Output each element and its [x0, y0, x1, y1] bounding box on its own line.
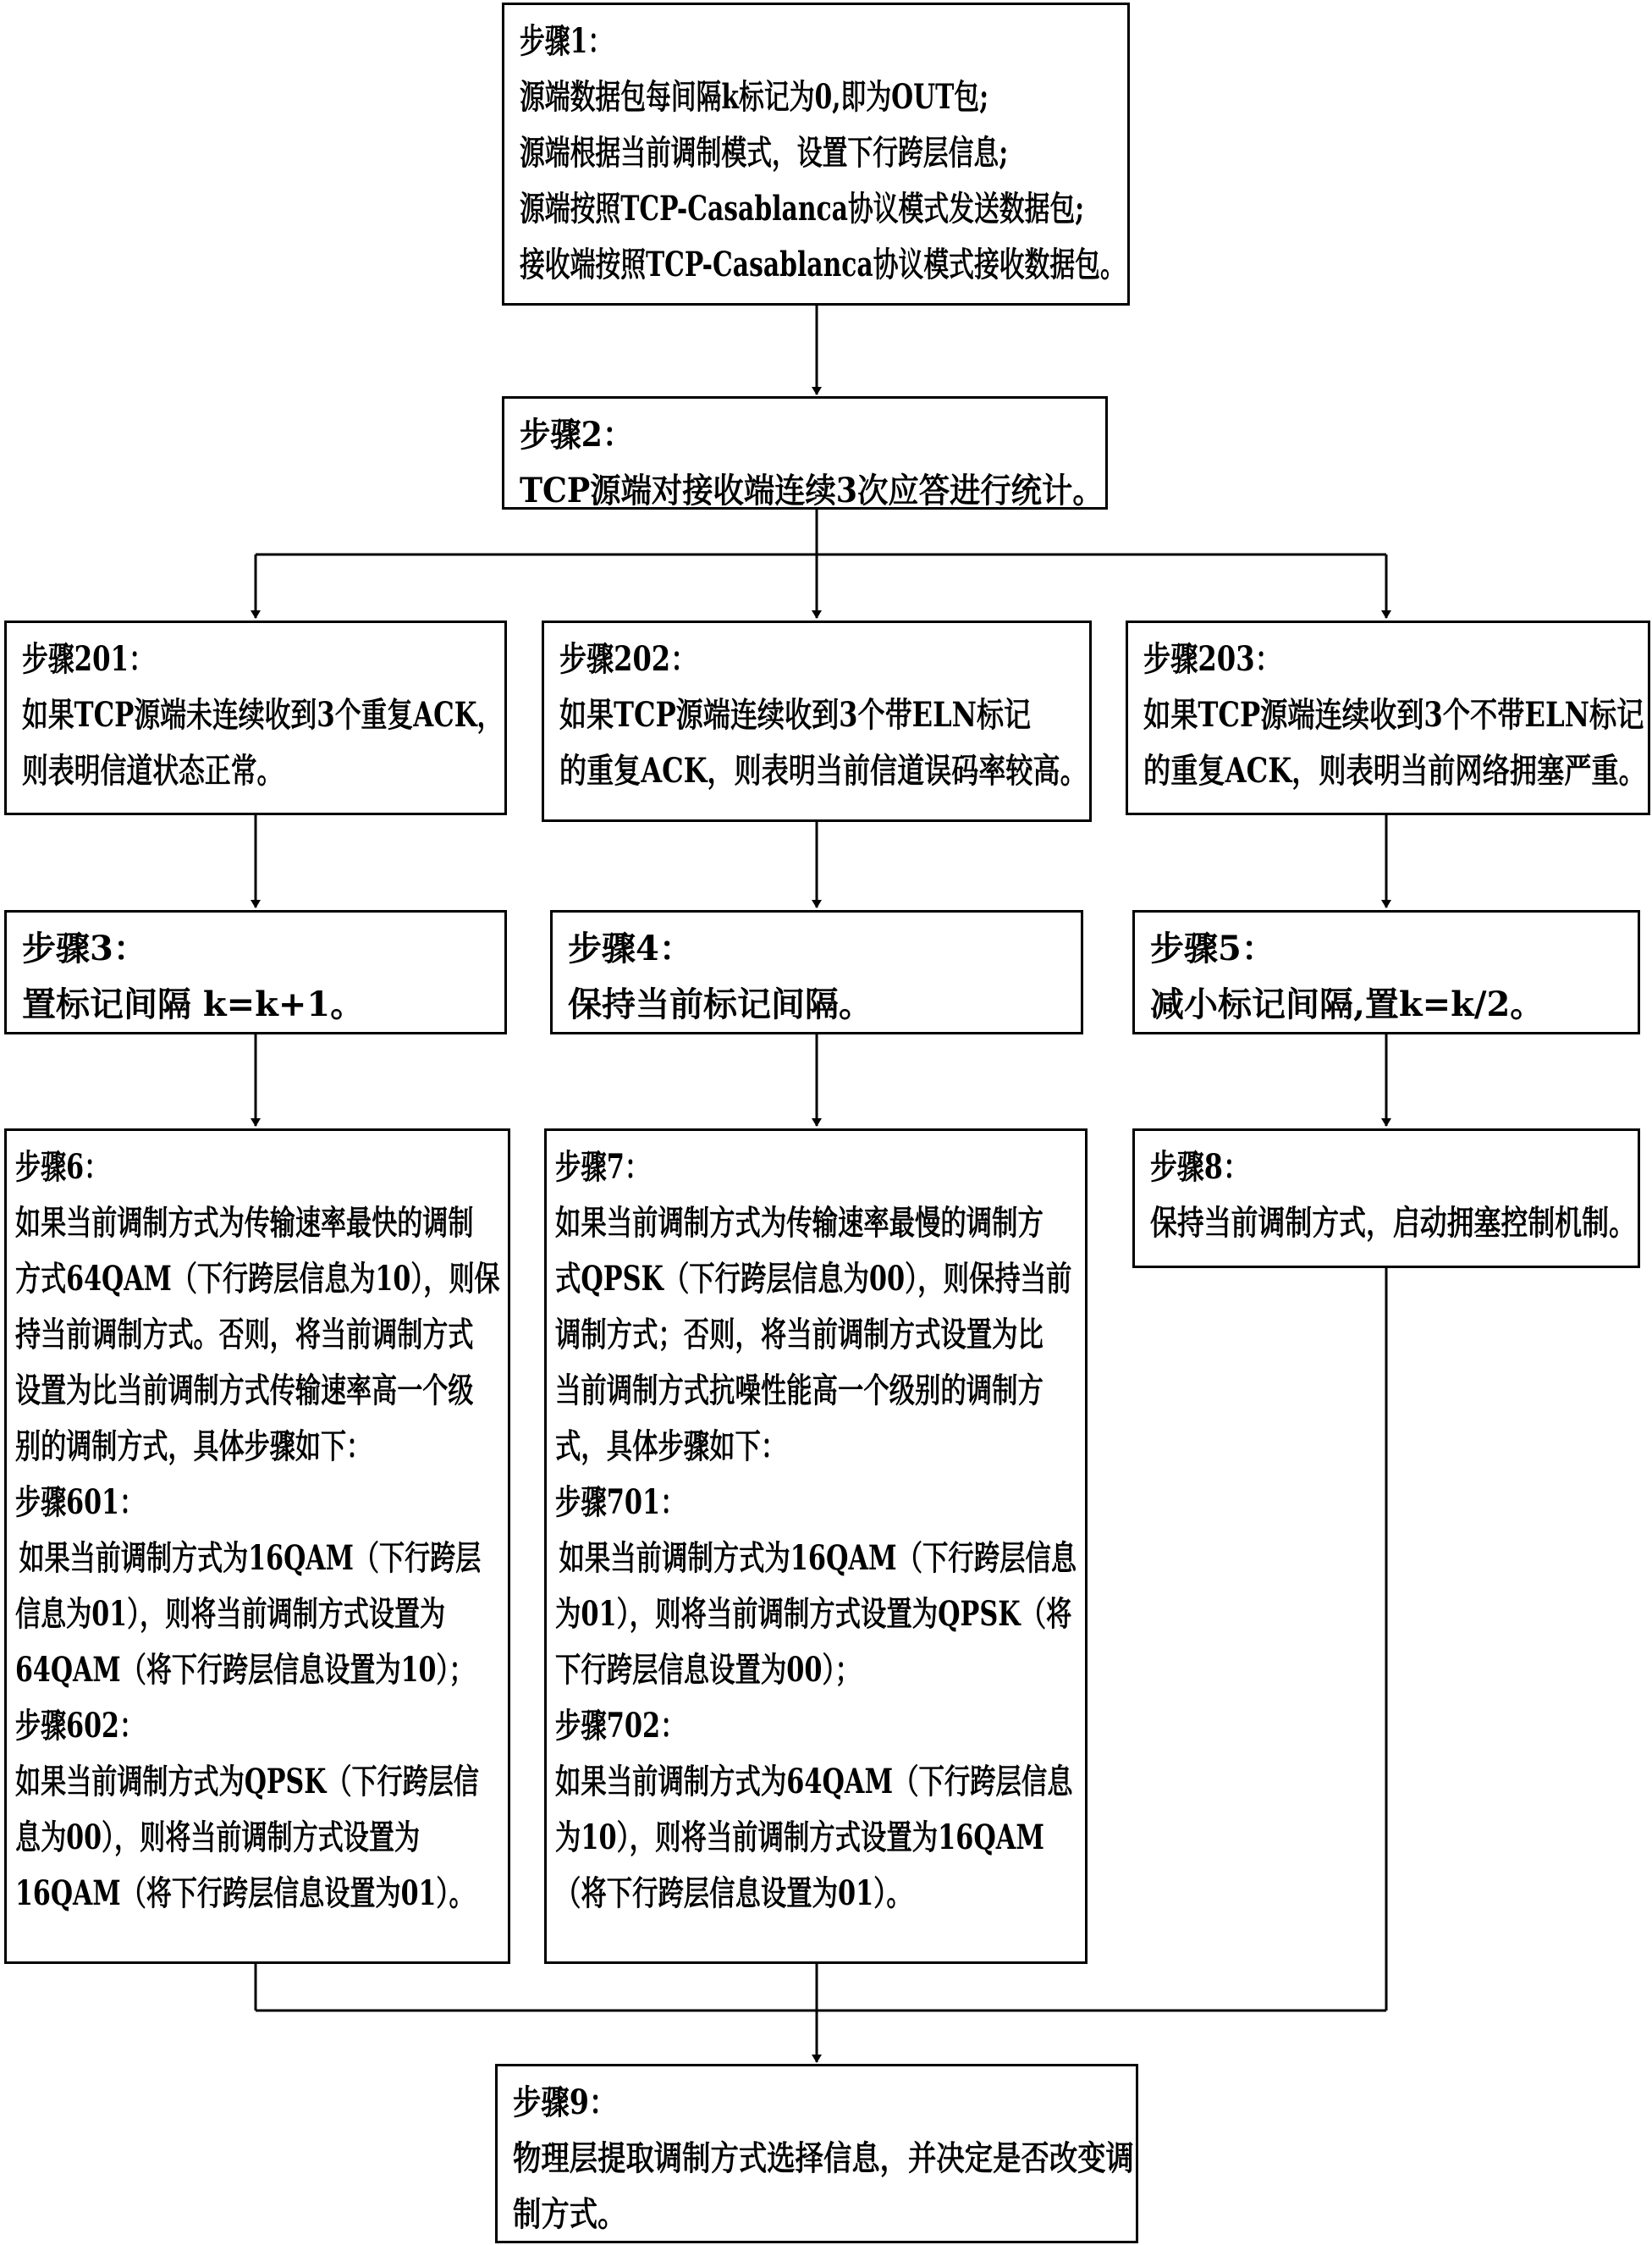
step-9-line: 制方式。 [513, 2194, 626, 2234]
step-6-title: 步骤6： [15, 1147, 110, 1187]
step-6-line: 如果当前调制方式为传输速率最快的调制 [15, 1203, 474, 1243]
step-6-line: 方式64QAM（下行跨层信息为10），则保 [15, 1259, 500, 1299]
step-701-title: 步骤701： [555, 1482, 686, 1522]
step-702-line: 为10），则将当前调制方式设置为16QAM [555, 1818, 1044, 1857]
step-5-box [1132, 910, 1640, 1034]
step-602-line: 如果当前调制方式为QPSK（下行跨层信 [15, 1762, 479, 1801]
step-1-line: 源端按照TCP-Casablanca协议模式发送数据包; [520, 189, 1085, 229]
step-203-title: 步骤203： [1143, 639, 1282, 679]
step-601-line: 如果当前调制方式为16QAM（下行跨层 [19, 1538, 482, 1578]
step-3-box [4, 910, 507, 1034]
step-201-box [4, 621, 507, 815]
step-8-title: 步骤8： [1150, 1147, 1250, 1187]
step-5-line: 减小标记间隔,置k=k/2。 [1150, 985, 1545, 1024]
step-2-box [502, 396, 1108, 510]
step-7-line: 式，具体步骤如下： [555, 1426, 787, 1466]
step-8-line: 保持当前调制方式，启动拥塞控制机制。 [1150, 1203, 1636, 1243]
step-201-line: 则表明信道状态正常。 [22, 751, 284, 791]
step-203-box [1126, 621, 1650, 815]
step-202-line: 如果TCP源端连续收到3个带ELN标记 [559, 695, 1032, 735]
step-7-line: 调制方式；否则，将当前调制方式设置为比 [555, 1315, 1044, 1354]
step-601-title: 步骤601： [15, 1482, 146, 1522]
step-702-title: 步骤702： [555, 1706, 686, 1746]
step-701-line: 下行跨层信息设置为00）； [555, 1650, 862, 1690]
step-1-line: 接收端按照TCP-Casablanca协议模式接收数据包。 [520, 245, 1126, 284]
step-1-box [502, 3, 1130, 306]
step-701-line: 如果当前调制方式为16QAM（下行跨层信息 [559, 1538, 1077, 1578]
step-602-title: 步骤602： [15, 1706, 146, 1746]
step-6-box [4, 1128, 510, 1964]
step-701-line: 为01），则将当前调制方式设置为QPSK（将 [555, 1594, 1072, 1634]
step-203-line: 的重复ACK，则表明当前网络拥塞严重。 [1143, 751, 1646, 791]
step-6-line: 设置为比当前调制方式传输速率高一个级 [15, 1371, 474, 1410]
step-1-line: 源端根据当前调制模式，设置下行跨层信息; [520, 133, 1009, 173]
step-702-line: 如果当前调制方式为64QAM（下行跨层信息 [555, 1762, 1073, 1801]
step-601-line: 信息为01），则将当前调制方式设置为 [15, 1594, 446, 1634]
step-4-box [550, 910, 1083, 1034]
step-3-line: 置标记间隔 k=k+1。 [22, 985, 365, 1024]
step-602-line: 16QAM（将下行跨层信息设置为01）。 [15, 1873, 475, 1913]
step-7-line: 当前调制方式抗噪性能高一个级别的调制方 [555, 1371, 1044, 1410]
step-203-line: 如果TCP源端连续收到3个不带ELN标记 [1143, 695, 1644, 735]
step-202-box [542, 621, 1092, 822]
step-7-line: 式QPSK（下行跨层信息为00），则保持当前 [555, 1259, 1072, 1299]
step-1-title: 步骤1： [520, 21, 614, 61]
step-2-line: TCP源端对接收端连续3次应答进行统计。 [520, 471, 1104, 510]
step-7-line: 如果当前调制方式为传输速率最慢的调制方 [555, 1203, 1044, 1243]
step-4-title: 步骤4： [568, 929, 693, 968]
step-5-title: 步骤5： [1150, 929, 1275, 968]
step-202-line: 的重复ACK，则表明当前信道误码率较高。 [559, 751, 1088, 791]
step-3-title: 步骤3： [22, 929, 147, 968]
step-602-line: 息为00），则将当前调制方式设置为 [15, 1818, 421, 1857]
step-6-line: 持当前调制方式。否则，将当前调制方式 [15, 1315, 474, 1354]
step-9-box [495, 2064, 1138, 2243]
step-201-title: 步骤201： [22, 639, 155, 679]
step-1-line: 源端数据包每间隔k标记为0,即为OUT包; [520, 77, 989, 117]
step-9-title: 步骤9： [513, 2082, 618, 2122]
step-201-line: 如果TCP源端未连续收到3个重复ACK， [22, 695, 504, 735]
step-702-line: （将下行跨层信息设置为01）。 [555, 1873, 912, 1913]
step-8-box [1132, 1128, 1640, 1268]
step-4-line: 保持当前标记间隔。 [568, 985, 873, 1024]
step-2-title: 步骤2： [520, 415, 634, 455]
step-7-title: 步骤7： [555, 1147, 651, 1187]
step-7-box [544, 1128, 1088, 1964]
step-601-line: 64QAM（将下行跨层信息设置为10）； [15, 1650, 475, 1690]
step-9-line: 物理层提取调制方式选择信息，并决定是否改变调 [513, 2138, 1134, 2178]
step-6-line: 别的调制方式，具体步骤如下： [15, 1426, 372, 1466]
step-202-title: 步骤202： [559, 639, 698, 679]
